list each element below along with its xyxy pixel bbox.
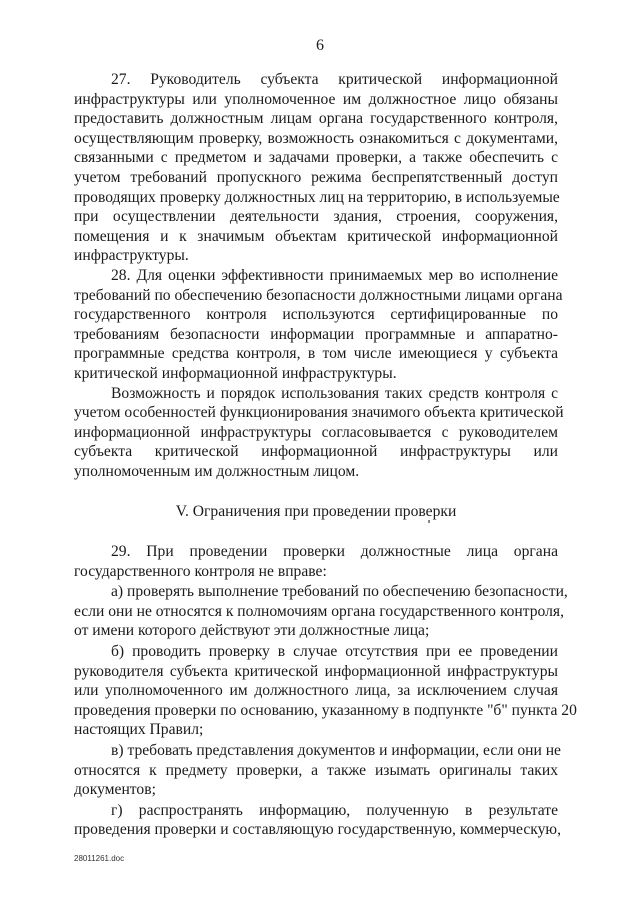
- text-line: относятся к предмету проверки, а также изымать оригиналы таких: [74, 761, 558, 779]
- page-number: 6: [316, 37, 324, 54]
- text-line: учетом особенностей функционирования значимого объекта критической: [74, 404, 564, 422]
- text-line: уполномоченным им должностным лицом.: [74, 462, 360, 480]
- text-line: информационной инфраструктуры согласовывается с руководителем: [74, 423, 558, 441]
- text-line: 29. При проведении проверки должностные лица органа: [111, 543, 558, 561]
- list-item-g: [74, 801, 561, 840]
- text-line: связанными с предметом и задачами проверки, а также обеспечить с: [74, 149, 558, 167]
- scan-speck: [428, 520, 430, 523]
- text-line: если они не относятся к полномочиям органа государственного контроля,: [74, 602, 564, 620]
- text-line: при осуществлении деятельности здания, строения, сооружения,: [74, 208, 558, 226]
- text-line: б) проводить проверку в случае отсутствия при ее проведении: [111, 643, 558, 661]
- text-line: настоящих Правил;: [74, 721, 204, 739]
- text-line: документов;: [74, 781, 156, 799]
- text-line: а) проверять выполнение требований по обеспечению безопасности,: [111, 583, 568, 601]
- text-line: требований по обеспечению безопасности должностными лицами органа: [74, 286, 563, 304]
- text-line: помещения и к значимым объектам критической информационной: [74, 227, 558, 245]
- paragraph-27: [74, 70, 558, 266]
- text-line: 28. Для оценки эффективности принимаемых мер во исполнение: [111, 266, 558, 284]
- list-item-b: [74, 642, 577, 740]
- text-line: в) требовать представления документов и информации, если они не: [111, 742, 561, 759]
- paragraph-possibility: [74, 384, 564, 482]
- paragraph-28: [74, 266, 563, 384]
- text-line: проводящих проверку должностных лиц на территорию, в используемые: [74, 188, 560, 206]
- text-line: предоставить должностным лицам органа государственного контроля,: [74, 110, 558, 128]
- text-line: 27. Руководитель субъекта критической информационной: [111, 71, 558, 88]
- text-line: проведения проверки по основанию, указанному в подпункте "б" пункта 20: [74, 701, 577, 719]
- list-item-v: [74, 741, 561, 800]
- text-line: руководителя субъекта критической информационной инфраструктуры: [74, 662, 558, 680]
- paragraph-29: [74, 542, 558, 581]
- text-line: критической информационной инфраструктуры.: [74, 364, 397, 382]
- text-line: учетом требований пропускного режима беспрепятственный доступ: [74, 168, 558, 186]
- text-line: проведения проверки и составляющую государственную, коммерческую,: [74, 821, 561, 839]
- document-body: [74, 70, 577, 840]
- text-line: государственного контроля не вправе:: [74, 562, 327, 580]
- section-heading: V. Ограничения при проведении проверки: [175, 503, 457, 521]
- text-line: Возможность и порядок использования таких средств контроля с: [111, 384, 558, 402]
- list-item-a: [74, 582, 568, 641]
- text-line: осуществляющим проверку, возможность ознакомиться с документами,: [74, 129, 558, 147]
- file-name-footer: 28011261.doc: [74, 854, 125, 863]
- text-line: субъекта критической информационной инфраструктуры или: [74, 443, 558, 461]
- text-line: государственного контроля используются сертифицированные по: [74, 306, 558, 324]
- text-line: от имени которого действуют эти должностные лица;: [74, 622, 430, 640]
- text-line: г) распространять информацию, полученную в результате: [111, 801, 558, 819]
- text-line: инфраструктуры или уполномоченное им должностное лицо обязаны: [74, 90, 558, 108]
- text-line: инфраструктуры.: [74, 247, 189, 265]
- text-line: требованиям безопасности информации программные и аппаратно-: [74, 325, 558, 343]
- text-line: или уполномоченного им должностного лица, за исключением случая: [74, 682, 558, 700]
- text-line: программные средства контроля, в том числе имеющиеся у субъекта: [74, 345, 558, 363]
